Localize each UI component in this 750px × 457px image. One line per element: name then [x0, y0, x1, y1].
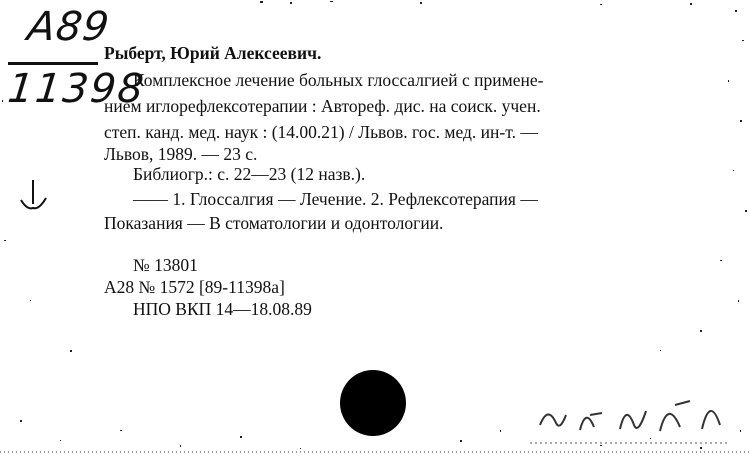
- shelf-mark-underline: [8, 62, 98, 65]
- record-number: № 13801: [133, 255, 198, 275]
- subject-line-2: Показания — В стоматологии и одонтологии.: [104, 213, 444, 233]
- title-line-1: Комплексное лечение больных глоссалгией с примене-: [133, 70, 544, 90]
- shelf-mark-bottom: 11398: [5, 66, 148, 112]
- punch-hole: [340, 370, 406, 436]
- shelf-mark-top: A89: [24, 4, 113, 50]
- down-arrow-icon: [18, 178, 48, 214]
- author-heading: Рыберт, Юрий Алексеевич.: [104, 43, 322, 63]
- title-line-4: Львов, 1989. — 23 с.: [104, 144, 258, 164]
- title-line-3: степ. канд. мед. наук : (14.00.21) / Львов. гос. мед. ин-т. —: [104, 122, 538, 142]
- subject-line-1: —— 1. Глоссалгия — Лечение. 2. Рефлексотерапия —: [133, 189, 538, 209]
- title-line-2: нием иглорефлексотерапии : Автореф. дис. на соиск. учен.: [104, 96, 541, 116]
- pencil-scribble: [530, 385, 740, 450]
- npo-line: НПО ВКП 14—18.08.89: [133, 299, 312, 319]
- bibliography-note: Библиогр.: с. 22—23 (12 назв.).: [133, 164, 366, 184]
- catalog-line: А28 № 1572 [89-11398а]: [104, 277, 285, 297]
